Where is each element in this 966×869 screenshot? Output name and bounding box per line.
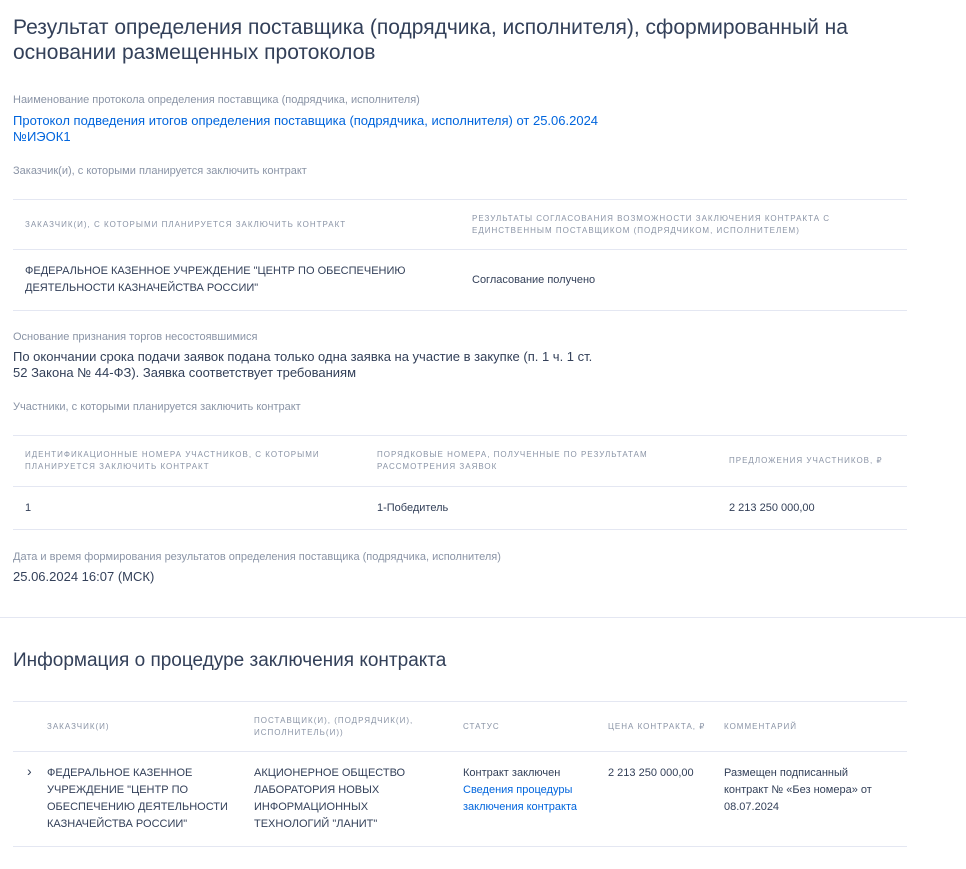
customers-table-header	[13, 200, 907, 250]
col-header-expand	[13, 702, 47, 752]
procedure-details-link[interactable]: Сведения процедуры заключения контракта	[463, 784, 577, 813]
customers-label: Заказчик(и), с которыми планируется заключить контракт	[13, 165, 307, 177]
col-header-rank: ПОРЯДКОВЫЕ НОМЕРА, ПОЛУЧЕННЫЕ ПО РЕЗУЛЬТАТАМ РАССМОТРЕНИЯ ЗАЯВОК	[365, 436, 717, 487]
expand-row-button[interactable]	[13, 752, 47, 847]
participants-label: Участники, с которыми планируется заключить контракт	[13, 401, 301, 413]
col-header-customers: ЗАКАЗЧИК(И), С КОТОРЫМИ ПЛАНИРУЕТСЯ ЗАКЛЮЧИТЬ КОНТРАКТ	[13, 200, 460, 250]
section-divider	[0, 617, 966, 618]
failed-reason: По окончании срока подачи заявок подана только одна заявка на участие в закупке (п. 1 ч. 1 ст. 52 Закона № 44-ФЗ). Заявка соответствует требованиям	[13, 349, 593, 380]
participant-id: 1	[13, 487, 365, 530]
col-header-participant-id: ИДЕНТИФИКАЦИОННЫЕ НОМЕРА УЧАСТНИКОВ, С КОТОРЫМИ ПЛАНИРУЕТСЯ ЗАКЛЮЧИТЬ КОНТРАКТ	[13, 436, 365, 487]
table-row	[13, 752, 907, 847]
col-header-offer: ПРЕДЛОЖЕНИЯ УЧАСТНИКОВ, ₽	[717, 436, 907, 487]
contract-status: Контракт заключен	[463, 767, 561, 779]
contract-comment: Размещен подписанный контракт № «Без номера» от 08.07.2024	[718, 752, 907, 847]
datetime-label: Дата и время формирования результатов определения поставщика (подрядчика, исполнителя)	[13, 551, 501, 563]
protocol-link[interactable]	[13, 113, 598, 145]
contract-status-cell	[451, 752, 608, 847]
participant-rank: 1-Победитель	[365, 487, 717, 530]
col-header-comment: КОММЕНТАРИЙ	[718, 702, 907, 752]
table-row	[13, 250, 907, 311]
contract-table	[13, 701, 907, 847]
protocol-label: Наименование протокола определения поставщика (подрядчика, исполнителя)	[13, 94, 420, 106]
participant-offer: 2 213 250 000,00	[717, 487, 907, 530]
col-header-customers: ЗАКАЗЧИК(И)	[47, 702, 242, 752]
datetime-value: 25.06.2024 16:07 (МСК)	[13, 569, 155, 584]
participants-table-header	[13, 436, 907, 487]
protocol-link-line1[interactable]: Протокол подведения итогов определения поставщика (подрядчика, исполнителя) от 25.06.2024	[13, 113, 599, 128]
approval-status: Согласование получено	[460, 250, 907, 311]
col-header-suppliers: ПОСТАВЩИК(И), (ПОДРЯДЧИК(И), ИСПОЛНИТЕЛЬ(И))	[242, 702, 451, 752]
table-row	[13, 487, 907, 530]
page-title: Результат определения поставщика (подрядчика, исполнителя), сформированный на основании размещенных протоколов	[13, 16, 848, 64]
contract-price: 2 213 250 000,00	[608, 752, 718, 847]
section-title: Информация о процедуре заключения контракта	[13, 650, 447, 671]
participants-table	[13, 435, 907, 530]
col-header-price: ЦЕНА КОНТРАКТА, ₽	[608, 702, 718, 752]
contract-supplier: АКЦИОНЕРНОЕ ОБЩЕСТВО ЛАБОРАТОРИЯ НОВЫХ ИНФОРМАЦИОННЫХ ТЕХНОЛОГИЙ "ЛАНИТ"	[242, 752, 451, 847]
col-header-approval: РЕЗУЛЬТАТЫ СОГЛАСОВАНИЯ ВОЗМОЖНОСТИ ЗАКЛЮЧЕНИЯ КОНТРАКТА С ЕДИНСТВЕННЫМ ПОСТАВЩИКОМ (ПОДРЯДЧИКОМ, ИСПОЛНИТЕЛЕМ)	[460, 200, 907, 250]
failed-label: Основание признания торгов несостоявшимися	[13, 331, 258, 343]
col-header-status: СТАТУС	[451, 702, 608, 752]
contract-table-header	[13, 702, 907, 752]
customer-name: ФЕДЕРАЛЬНОЕ КАЗЕННОЕ УЧРЕЖДЕНИЕ "ЦЕНТР ПО ОБЕСПЕЧЕНИЮ ДЕЯТЕЛЬНОСТИ КАЗНАЧЕЙСТВА РОССИИ"	[13, 250, 460, 311]
customers-table	[13, 199, 907, 311]
protocol-link-line2[interactable]: №ИЭОК1	[13, 129, 71, 144]
contract-customer: ФЕДЕРАЛЬНОЕ КАЗЕННОЕ УЧРЕЖДЕНИЕ "ЦЕНТР ПО ОБЕСПЕЧЕНИЮ ДЕЯТЕЛЬНОСТИ КАЗНАЧЕЙСТВА РОССИИ"	[47, 752, 242, 847]
chevron-right-icon[interactable]: ›	[27, 763, 32, 779]
